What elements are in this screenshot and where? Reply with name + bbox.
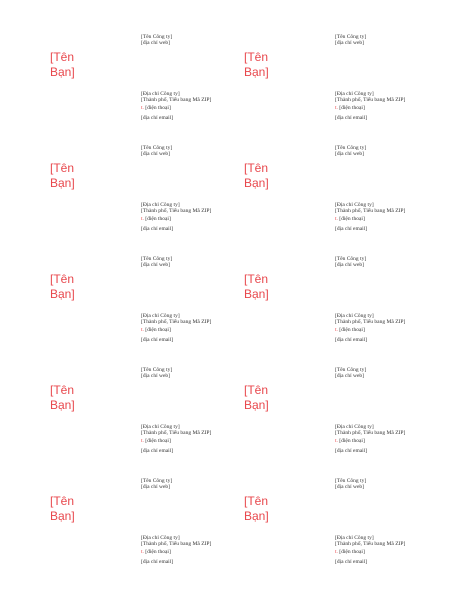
city-state-zip: [Thành phố, Tiểu bang Mã ZIP] (141, 208, 212, 215)
phone: [điện thoại] (339, 105, 365, 112)
business-card (48, 367, 242, 478)
website: [địa chỉ web] (141, 484, 171, 491)
card-contact-block (141, 202, 211, 232)
business-card (242, 256, 436, 367)
city-state-zip: [Thành phố, Tiểu bang Mã ZIP] (335, 430, 406, 437)
phone: [điện thoại] (145, 438, 171, 445)
card-contact-block (141, 424, 211, 454)
card-company-block (335, 145, 366, 157)
email: [địa chỉ email] (141, 225, 174, 232)
company-address: [Địa chỉ Công ty] (335, 202, 374, 208)
company-address: [Địa chỉ Công ty] (141, 424, 180, 430)
business-card (48, 478, 242, 589)
email: [địa chỉ email] (335, 447, 368, 454)
company-address: [Địa chỉ Công ty] (335, 313, 374, 319)
phone-row (141, 438, 211, 444)
card-company-block (335, 256, 366, 268)
card-name: [Tên Bạn] (50, 161, 75, 190)
phone-row (141, 549, 211, 555)
website: [địa chỉ web] (335, 151, 365, 158)
card-company-block (141, 478, 172, 490)
business-card (242, 478, 436, 589)
company-address: [Địa chỉ Công ty] (335, 91, 374, 97)
email: [địa chỉ email] (335, 114, 368, 121)
company-name: [Tên Công ty] (141, 34, 173, 40)
card-name: [Tên Bạn] (244, 50, 269, 79)
website: [địa chỉ web] (141, 373, 171, 380)
city-state-zip: [Thành phố, Tiểu bang Mã ZIP] (335, 319, 406, 326)
phone-row (335, 327, 405, 333)
card-contact-block (141, 91, 211, 121)
card-name: [Tên Bạn] (244, 383, 269, 412)
city-state-zip: [Thành phố, Tiểu bang Mã ZIP] (141, 541, 212, 548)
phone-row (335, 216, 405, 222)
phone: [điện thoại] (145, 105, 171, 112)
phone-row (141, 105, 211, 111)
phone-row (141, 327, 211, 333)
card-name: [Tên Bạn] (244, 161, 269, 190)
card-company-block (141, 34, 172, 46)
company-name: [Tên Công ty] (335, 34, 367, 40)
city-state-zip: [Thành phố, Tiểu bang Mã ZIP] (141, 430, 212, 437)
card-name: [Tên Bạn] (244, 494, 269, 523)
card-company-block (335, 478, 366, 490)
card-company-block (335, 34, 366, 46)
phone-prefix: t. (141, 549, 144, 556)
company-name: [Tên Công ty] (141, 256, 173, 262)
card-contact-block (335, 313, 405, 343)
email: [địa chỉ email] (141, 114, 174, 121)
phone: [điện thoại] (145, 327, 171, 334)
company-name: [Tên Công ty] (141, 367, 173, 373)
company-name: [Tên Công ty] (335, 478, 367, 484)
company-address: [Địa chỉ Công ty] (335, 424, 374, 430)
business-card (48, 34, 242, 145)
phone: [điện thoại] (339, 438, 365, 445)
phone-prefix: t. (141, 327, 144, 334)
email: [địa chỉ email] (335, 225, 368, 232)
website: [địa chỉ web] (141, 40, 171, 47)
city-state-zip: [Thành phố, Tiểu bang Mã ZIP] (335, 208, 406, 215)
business-card (48, 256, 242, 367)
business-card (48, 145, 242, 256)
city-state-zip: [Thành phố, Tiểu bang Mã ZIP] (335, 97, 406, 104)
card-name: [Tên Bạn] (244, 272, 269, 301)
phone: [điện thoại] (339, 216, 365, 223)
phone-prefix: t. (335, 216, 338, 223)
company-address: [Địa chỉ Công ty] (141, 535, 180, 541)
email: [địa chỉ email] (141, 447, 174, 454)
website: [địa chỉ web] (335, 40, 365, 47)
company-address: [Địa chỉ Công ty] (141, 91, 180, 97)
phone-prefix: t. (141, 216, 144, 223)
phone-row (335, 105, 405, 111)
phone: [điện thoại] (145, 549, 171, 556)
phone-prefix: t. (335, 105, 338, 112)
city-state-zip: [Thành phố, Tiểu bang Mã ZIP] (335, 541, 406, 548)
card-company-block (335, 367, 366, 379)
business-card (242, 145, 436, 256)
company-name: [Tên Công ty] (141, 478, 173, 484)
phone-prefix: t. (335, 549, 338, 556)
company-address: [Địa chỉ Công ty] (141, 313, 180, 319)
company-name: [Tên Công ty] (335, 367, 367, 373)
card-company-block (141, 367, 172, 379)
email: [địa chỉ email] (141, 558, 174, 565)
website: [địa chỉ web] (335, 373, 365, 380)
phone-prefix: t. (335, 438, 338, 445)
phone: [điện thoại] (339, 549, 365, 556)
city-state-zip: [Thành phố, Tiểu bang Mã ZIP] (141, 319, 212, 326)
business-card (242, 367, 436, 478)
card-company-block (141, 145, 172, 157)
card-name: [Tên Bạn] (50, 272, 75, 301)
phone-prefix: t. (141, 438, 144, 445)
company-address: [Địa chỉ Công ty] (141, 202, 180, 208)
email: [địa chỉ email] (335, 558, 368, 565)
phone-row (335, 549, 405, 555)
phone-prefix: t. (335, 327, 338, 334)
business-card (242, 34, 436, 145)
email: [địa chỉ email] (141, 336, 174, 343)
company-name: [Tên Công ty] (335, 256, 367, 262)
card-contact-block (141, 535, 211, 565)
company-name: [Tên Công ty] (141, 145, 173, 151)
phone: [điện thoại] (339, 327, 365, 334)
card-contact-block (141, 313, 211, 343)
card-name: [Tên Bạn] (50, 383, 75, 412)
company-address: [Địa chỉ Công ty] (335, 535, 374, 541)
company-name: [Tên Công ty] (335, 145, 367, 151)
card-contact-block (335, 202, 405, 232)
card-contact-block (335, 424, 405, 454)
phone-prefix: t. (141, 105, 144, 112)
card-contact-block (335, 535, 405, 565)
website: [địa chỉ web] (335, 484, 365, 491)
email: [địa chỉ email] (335, 336, 368, 343)
city-state-zip: [Thành phố, Tiểu bang Mã ZIP] (141, 97, 212, 104)
card-name: [Tên Bạn] (50, 494, 75, 523)
card-name: [Tên Bạn] (50, 50, 75, 79)
website: [địa chỉ web] (335, 262, 365, 269)
phone: [điện thoại] (145, 216, 171, 223)
website: [địa chỉ web] (141, 262, 171, 269)
phone-row (141, 216, 211, 222)
website: [địa chỉ web] (141, 151, 171, 158)
card-contact-block (335, 91, 405, 121)
card-company-block (141, 256, 172, 268)
phone-row (335, 438, 405, 444)
